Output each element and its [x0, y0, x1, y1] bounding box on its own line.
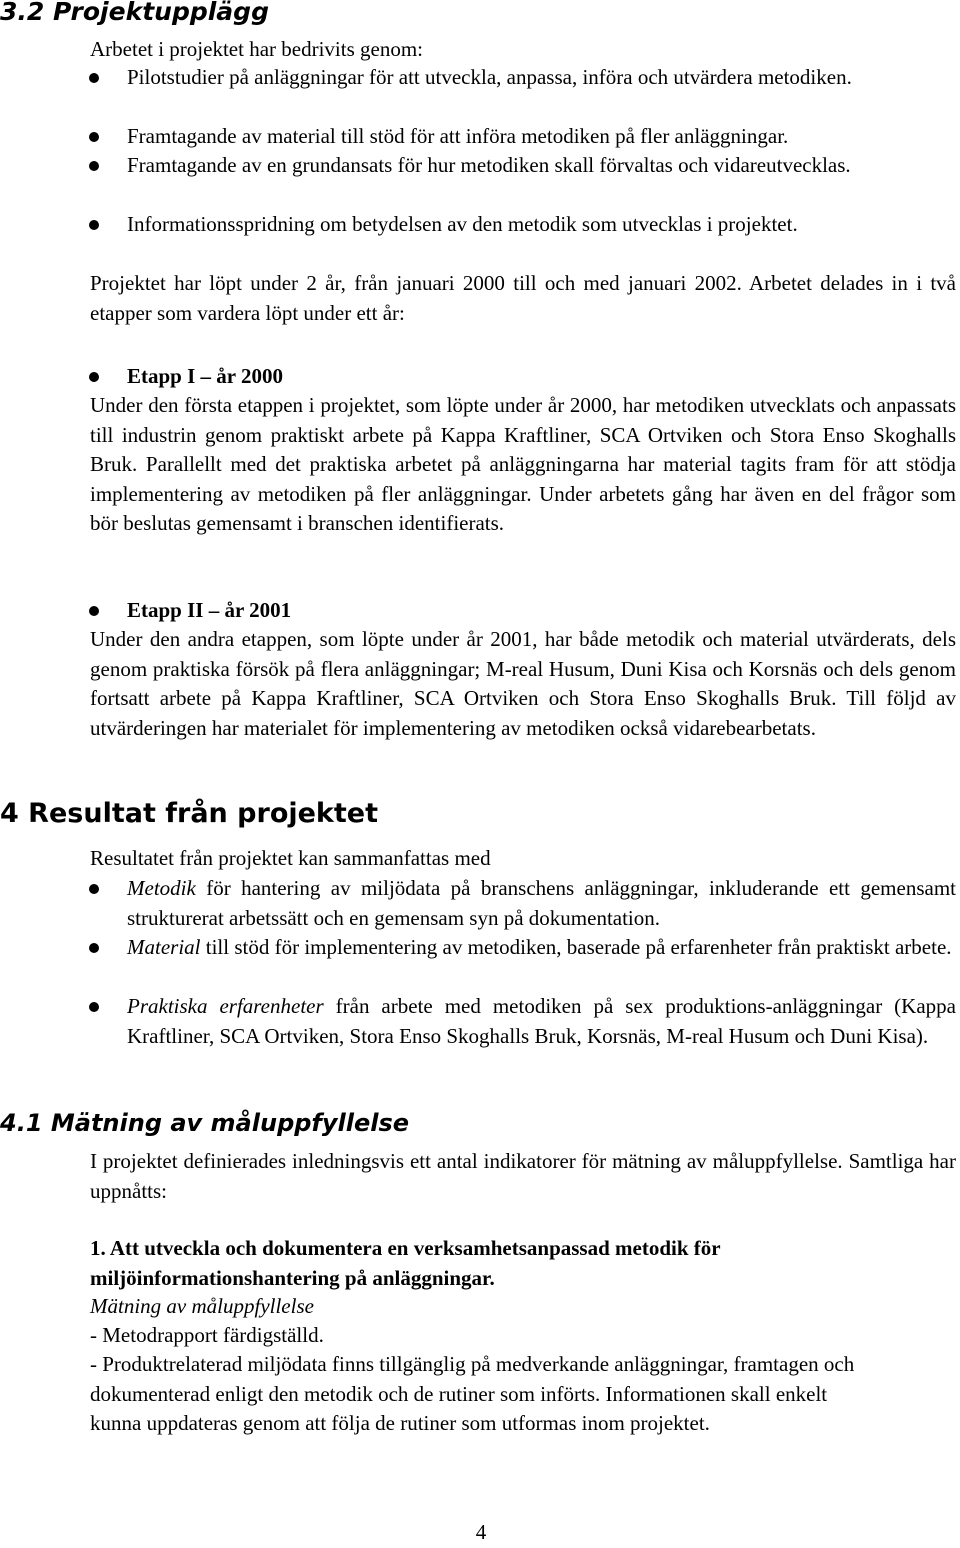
list-item: Framtagande av en grundansats för hur metodiken skall förvaltas och vidareutvecklas. — [127, 153, 851, 177]
bullet-text: från arbete med metodiken på sex produktions-anläggningar (Kappa Kraftliner, SCA Ortviken, Stora Enso Skoghalls Bruk, Korsnäs, M-real Husum och Duni Kisa). — [127, 994, 956, 1048]
paragraph: I projektet definierades inledningsvis ett antal indikatorer för mätning av måluppfyllelse. Samtliga har uppnåtts: — [90, 1149, 956, 1203]
page-number: 4 — [475, 1520, 487, 1544]
list-item — [127, 933, 956, 963]
bullet-term: Metodik — [127, 876, 196, 900]
list-item — [127, 874, 956, 933]
intro-text: Arbetet i projektet har bedrivits genom: — [90, 37, 423, 61]
list-item: Framtagande av material till stöd för att införa metodiken på fler anläggningar. — [127, 124, 789, 148]
goal-line: - Metodrapport färdigställd. — [90, 1323, 324, 1347]
list-item — [127, 992, 956, 1051]
goal-title: 1. Att utveckla och dokumentera en verksamhetsanpassad metodik för miljöinformationshantering på anläggningar. — [90, 1236, 721, 1290]
etapp-title: Etapp II – år 2001 — [127, 598, 292, 622]
paragraph: Under den andra etappen, som löpte under år 2001, har både metodik och material utvärderats, dels genom praktiska försök på flera anläggningar; M-real Husum, Duni Kisa och Korsnäs och dels genom fortsatt arbete på Kappa Kraftliner, SCA Ortviken och Stora Enso Skoghalls Bruk. Till följd av utvärderingen har materialet för implementering av metodiken också vidarebearbetats. — [90, 627, 956, 740]
bullet-icon — [89, 943, 99, 953]
bullet-icon — [89, 220, 99, 230]
bullet-icon — [89, 1002, 99, 1012]
goal-line: - Produktrelaterad miljödata finns tillgänglig på medverkande anläggningar, framtagen och dokumenterad enligt den metodik och de rutiner som införts. Informationen skall enkelt kunna uppdateras genom att följa de rutiner som utformas inom projektet. — [90, 1352, 855, 1435]
bullet-term: Material — [127, 935, 201, 959]
bullet-icon — [89, 372, 99, 382]
chapter-heading: 4 Resultat från projektet — [0, 798, 379, 829]
paragraph: Projektet har löpt under 2 år, från januari 2000 till och med januari 2002. Arbetet delades in i två etapper som vardera löpt under ett år: — [90, 271, 956, 325]
section-heading: 3.2 Projektupplägg — [0, 0, 269, 26]
bullet-text: för hantering av miljödata på branschens anläggningar, inkluderande ett gemensamt strukturerat arbetssätt och en gemensam syn på dokumentation. — [127, 876, 956, 930]
bullet-icon — [89, 606, 99, 616]
list-item: Informationsspridning om betydelsen av den metodik som utvecklas i projektet. — [127, 212, 798, 236]
bullet-icon — [89, 132, 99, 142]
intro-text: Resultatet från projektet kan sammanfattas med — [90, 846, 491, 870]
list-item: Pilotstudier på anläggningar för att utveckla, anpassa, införa och utvärdera metodiken. — [127, 65, 852, 89]
bullet-text: till stöd för implementering av metodiken, baserade på erfarenheter från praktiskt arbete. — [200, 935, 952, 959]
paragraph: Under den första etappen i projektet, som löpte under år 2000, har metodiken utvecklats och anpassats till industrin genom praktiskt arbete på Kappa Kraftliner, SCA Ortviken och Stora Enso Skoghalls Bruk. Parallellt med det praktiska arbetet på anläggningarna har material tagits fram för att stödja implementering av metodiken på fler anläggningar. Under arbetets gång har även en del frågor som bör beslutas gemensamt i branschen identifierats. — [90, 393, 956, 535]
bullet-icon — [89, 73, 99, 83]
bullet-icon — [89, 161, 99, 171]
section-heading: 4.1 Mätning av måluppfyllelse — [0, 1109, 410, 1137]
bullet-term: Praktiska erfarenheter — [127, 994, 324, 1018]
bullet-icon — [89, 884, 99, 894]
goal-subtitle: Mätning av måluppfyllelse — [90, 1294, 314, 1318]
etapp-title: Etapp I – år 2000 — [127, 364, 283, 388]
